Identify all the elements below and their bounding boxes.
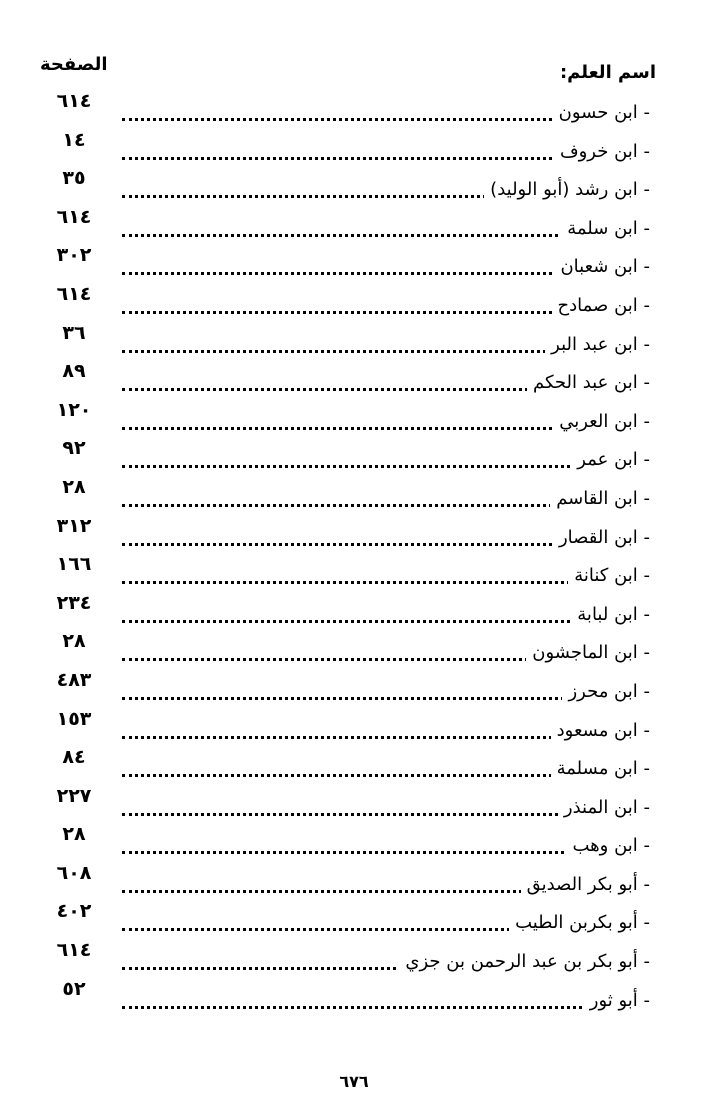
entry-page-number: ٢٨ [62, 630, 86, 653]
entry-page-number: ٣٠٢ [56, 244, 92, 267]
entry-name: - ابن الماجشون [526, 642, 650, 664]
entry-name: - ابن مسلمة [551, 758, 650, 780]
entry-name: - ابن العربي [553, 411, 650, 433]
entry-page-number: ٦١٤ [56, 282, 92, 305]
entry-name: - أبو بكربن الطيب [509, 912, 650, 934]
entry-page-number: ٣٦ [62, 321, 86, 344]
entry-page-number: ٣٥ [62, 167, 86, 190]
entry-page-number: ٢٨ [62, 823, 86, 846]
entry-page-number: ٦١٤ [56, 939, 92, 962]
entry-page-number: ٨٤ [62, 746, 86, 769]
entry-page-number: ٩٢ [62, 437, 86, 460]
entry-name: - أبو بكر الصديق [521, 874, 650, 896]
entry-name: - ابن رشد (أبو الوليد) [484, 179, 650, 201]
entry-name: - أبو بكر بن عبد الرحمن بن جزي [399, 951, 650, 973]
entry-name: - ابن صمادح [552, 295, 650, 317]
entry-page-number: ٢٢٧ [56, 784, 92, 807]
entry-page-number: ٦٠٨ [56, 861, 92, 884]
entry-name: - ابن خروف [554, 141, 650, 163]
index-entries [0, 90, 708, 1024]
entry-name: - ابن مسعود [551, 720, 650, 742]
entry-name: - ابن عبد البر [545, 334, 650, 356]
entry-name: - ابن القصار [553, 527, 650, 549]
page-number: ٦٧٦ [339, 1072, 369, 1091]
dot-leader [122, 1006, 648, 1009]
entry-page-number: ٤٠٢ [56, 900, 92, 923]
entry-page-number: ٨٩ [62, 360, 86, 383]
entry-page-number: ٢٨ [62, 475, 86, 498]
entry-page-number: ١٢٠ [56, 398, 92, 421]
name-column-header: اسم العلم: [559, 62, 656, 83]
entry-name: - ابن عمر [571, 449, 650, 471]
dot-leader [122, 620, 648, 623]
entry-page-number: ٥٢ [62, 977, 86, 1000]
entry-name: - ابن القاسم [550, 488, 650, 510]
entry-name: - ابن شعبان [554, 256, 650, 278]
entry-name: - ابن سلمة [561, 218, 650, 240]
page-column-header: الصفحة [40, 54, 108, 75]
entry-page-number: ١٤ [62, 128, 86, 151]
entry-name: - ابن محرز [562, 681, 650, 703]
entry-page-number: ٣١٢ [56, 514, 92, 537]
entry-page-number: ١٦٦ [56, 553, 92, 576]
index-entry [0, 977, 708, 1025]
entry-name: - ابن المنذر [558, 797, 650, 819]
entry-name: - ابن حسون [553, 102, 650, 124]
entry-name: - ابن وهب [566, 835, 650, 857]
entry-name: - ابن عبد الحكم [527, 372, 650, 394]
entry-name: - ابن كنانة [568, 565, 650, 587]
dot-leader [122, 465, 648, 468]
entry-page-number: ٦١٤ [56, 90, 92, 112]
entry-name: - ابن لبابة [571, 604, 650, 626]
entry-page-number: ٢٣٤ [56, 591, 92, 614]
entry-page-number: ٤٨٣ [56, 668, 92, 691]
entry-page-number: ١٥٣ [56, 707, 92, 730]
entry-page-number: ٦١٤ [56, 205, 92, 228]
entry-name: - أبو ثور [584, 990, 650, 1012]
